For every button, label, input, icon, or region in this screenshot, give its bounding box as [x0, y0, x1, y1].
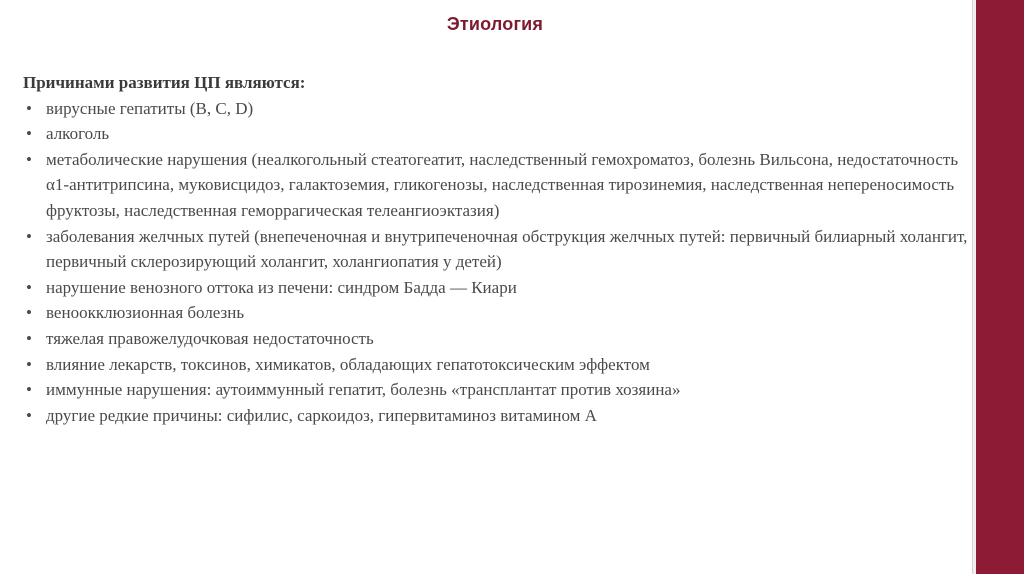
bullet-icon: •: [26, 303, 32, 323]
bullet-icon: •: [26, 354, 32, 374]
list-item: [23, 377, 973, 403]
causes-list: [23, 96, 973, 429]
list-item: [23, 121, 973, 147]
list-item: [23, 300, 973, 326]
bullet-icon: •: [26, 226, 32, 246]
bullet-icon: •: [26, 380, 32, 400]
slide-content: [23, 70, 973, 428]
list-item: [23, 96, 973, 122]
list-item-text: вирусные гепатиты (B, C, D): [46, 98, 254, 118]
accent-side-bar: [976, 0, 1024, 574]
bullet-icon: •: [26, 277, 32, 297]
list-item-text: другие редкие причины: сифилис, саркоидоз, гипервитаминоз витамином A: [46, 405, 597, 425]
list-item: [23, 403, 973, 429]
list-item: [23, 326, 973, 352]
list-heading: Причинами развития ЦП являются:: [23, 73, 306, 92]
list-item: [23, 352, 973, 378]
list-item-text: тяжелая правожелудочковая недостаточность: [46, 328, 374, 348]
bullet-icon: •: [26, 149, 32, 169]
bullet-icon: •: [26, 98, 32, 118]
bullet-icon: •: [26, 124, 32, 144]
list-item: [23, 275, 973, 301]
list-item-text: веноокклюзионная болезнь: [46, 303, 245, 323]
list-item-text: влияние лекарств, токсинов, химикатов, обладающих гепатотоксическим эффектом: [46, 354, 650, 374]
list-item-text: алкоголь: [46, 124, 110, 144]
list-item-text: иммунные нарушения: аутоиммунный гепатит, болезнь «трансплантат против хозяина»: [46, 380, 681, 400]
list-item-text: нарушение венозного оттока из печени: синдром Бадда — Киари: [46, 277, 517, 297]
list-item: [23, 147, 973, 224]
slide-title: Этиология: [446, 14, 544, 34]
bullet-icon: •: [26, 328, 32, 348]
list-item: [23, 224, 973, 275]
bullet-icon: •: [26, 405, 32, 425]
list-item-text: метаболические нарушения (неалкогольный стеатогеатит, наследственный гемохроматоз, болезнь Вильсона, недостаточность α1-антитрипсина, муковисцидоз, галактоземия, гликогенозы, наследственная тирозинемия, наследственная непереносимость фруктозы, наследственная геморрагическая телеангиоэктазия): [46, 149, 959, 220]
list-item-text: заболевания желчных путей (внепеченочная и внутрипеченочная обструкция желчных путей: первичный билиарный холангит, первичный склерозирующий холангит, холангиопатия у детей): [46, 226, 968, 272]
